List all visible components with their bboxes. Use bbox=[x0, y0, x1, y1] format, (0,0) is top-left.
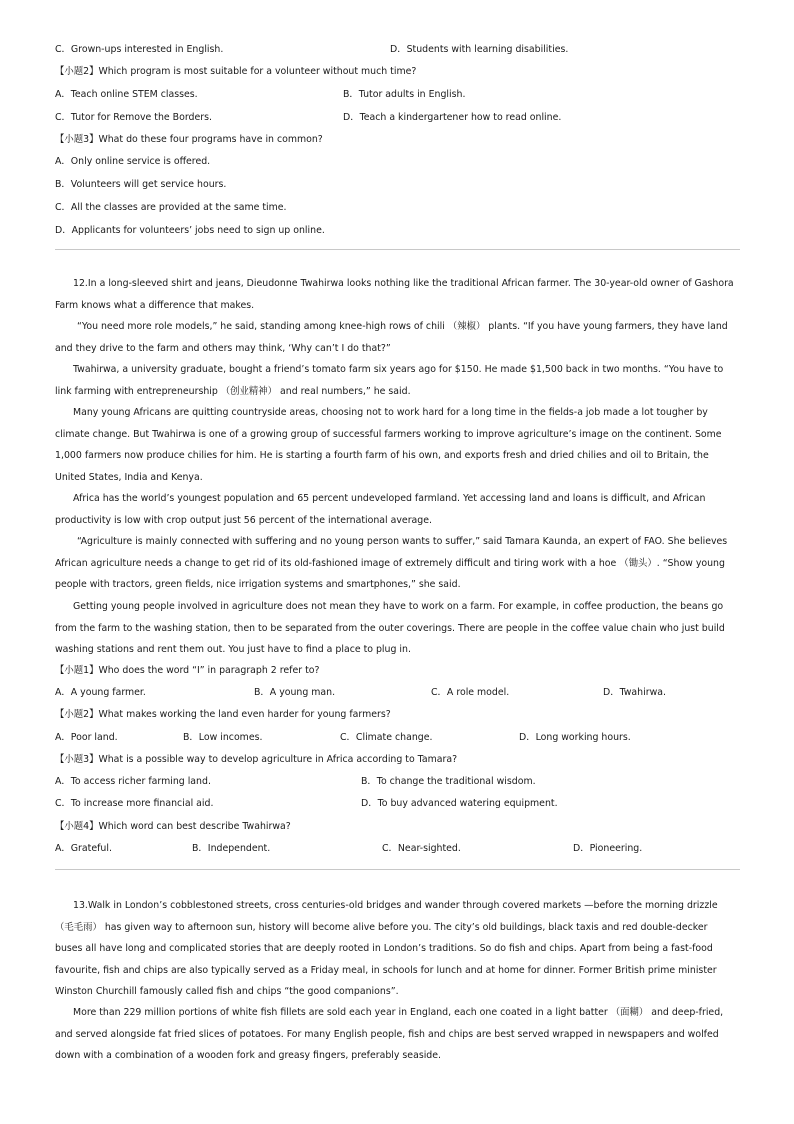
option-a: A．Only online service is offered. bbox=[55, 156, 211, 167]
option-b: B．Independent. bbox=[192, 843, 271, 854]
option-a: A．To access richer farming land. bbox=[55, 776, 211, 787]
passage-12-paragraph-1: 12.In a long-sleeved shirt and jeans, Dieudonne Twahirwa looks nothing like the traditional African farmer. The 30-year-old owner of Gashora Farm knows what a difference that makes. bbox=[55, 278, 734, 311]
option-d: D．Pioneering. bbox=[573, 843, 643, 854]
option-c: C．A role model. bbox=[431, 687, 510, 698]
option-d: D．Teach a kindergartener how to read online. bbox=[343, 112, 562, 123]
option-b: B．A young man. bbox=[254, 687, 336, 698]
section-divider bbox=[55, 249, 740, 250]
section-divider bbox=[55, 869, 740, 870]
option-d: D．Applicants for volunteers’ jobs need to sign up online. bbox=[55, 225, 325, 236]
option-c: C．Climate change. bbox=[340, 732, 433, 743]
question-label: 【小题1】Who does the word “I” in paragraph 2 refer to? bbox=[55, 665, 320, 676]
option-d: D．To buy advanced watering equipment. bbox=[361, 798, 558, 809]
passage-13-paragraph-1: 13.Walk in London’s cobblestoned streets, cross centuries-old bridges and wander through covered markets —before the morning drizzle （毛毛雨） has given way to afternoon sun, history will become alive before you. The city’s old buildings, black taxis and red double-decker buses all have long and complicated stories that are deeply rooted in London’s traditions. So do fish and chips. Apart from being a fast-food favourite, fish and chips are also typically served as a Friday meal, in schools for lunch and at home for dinner. Former British prime minister Winston Churchill famously called fish and chips “the good companions”. bbox=[55, 900, 718, 998]
passage-12-paragraph-3: Twahirwa, a university graduate, bought a friend’s tomato farm six years ago for $150. He made $1,500 back in two months. “You have to link farming with entrepreneurship （创业精神） and real numbers,” he said. bbox=[55, 364, 724, 397]
passage-12-paragraph-2: “You need more role models,” he said, standing among knee-high rows of chili （辣椒） plants. “If you have young farmers, they have land and they drive to the farm and others may think, ‘Why can’t I do that?” bbox=[55, 321, 728, 354]
passage-12-paragraph-5: Africa has the world’s youngest population and 65 percent undeveloped farmland. Yet accessing land and loans is difficult, and African productivity is low with crop output just 56 percent of the international average. bbox=[55, 493, 706, 526]
option-a: A．Grateful. bbox=[55, 843, 112, 854]
question-label: 【小题2】What makes working the land even harder for young farmers? bbox=[55, 709, 391, 720]
passage-12-paragraph-7: Getting young people involved in agriculture does not mean they have to work on a farm. For example, in coffee production, the beans go from the farm to the washing station, then to be separated from the outer coverings. There are people in the coffee value chain who just build washing stations and rent them out. You just have to find a place to plug in. bbox=[55, 601, 725, 656]
option-a: A．Poor land. bbox=[55, 732, 118, 743]
passage-12-paragraph-4: Many young Africans are quitting countryside areas, choosing not to work hard for a long time in the fields-a job made a lot tougher by climate change. But Twahirwa is one of a growing group of successful farmers working to improve agriculture’s image on the continent. Some 1,000 farmers now produce chilies for him. He is starting a fourth farm of his own, and exports fresh and dried chilies and oil to Britain, the United States, India and Kenya. bbox=[55, 407, 722, 483]
option-c: C．Grown-ups interested in English. bbox=[55, 44, 224, 55]
option-c: C．Near-sighted. bbox=[382, 843, 461, 854]
option-b: B．To change the traditional wisdom. bbox=[361, 776, 536, 787]
passage-13-paragraph-2: More than 229 million portions of white fish fillets are sold each year in England, each one coated in a light batter （面糊） and deep-fried, and served alongside fat fried slices of potatoes. For many English people, fish and chips are best served wrapped in newspapers and wolfed down with a combination of a wooden fork and greasy fingers, preferably seaside. bbox=[55, 1007, 724, 1062]
option-d: D．Twahirwa. bbox=[603, 687, 666, 698]
option-a: A．A young farmer. bbox=[55, 687, 146, 698]
option-d: D．Long working hours. bbox=[519, 732, 631, 743]
option-c: C．All the classes are provided at the same time. bbox=[55, 202, 287, 213]
option-b: B．Low incomes. bbox=[183, 732, 263, 743]
question-label: 【小题4】Which word can best describe Twahirwa? bbox=[55, 821, 291, 832]
passage-12-paragraph-6: “Agriculture is mainly connected with suffering and no young person wants to suffer,” said Tamara Kaunda, an expert of FAO. She believes African agriculture needs a change to get rid of its old-fashioned image of extremely difficult and tiring work with a hoe （锄头）. “Show young people with tractors, green fields, nice irrigation systems and smartphones,” she said. bbox=[55, 536, 728, 591]
option-c: C．To increase more financial aid. bbox=[55, 798, 214, 809]
option-a: A．Teach online STEM classes. bbox=[55, 89, 198, 100]
option-d: D．Students with learning disabilities. bbox=[390, 44, 569, 55]
option-b: B．Tutor adults in English. bbox=[343, 89, 466, 100]
question-label: 【小题3】What do these four programs have in common? bbox=[55, 134, 323, 145]
question-label: 【小题2】Which program is most suitable for a volunteer without much time? bbox=[55, 66, 417, 77]
option-c: C．Tutor for Remove the Borders. bbox=[55, 112, 212, 123]
option-b: B．Volunteers will get service hours. bbox=[55, 179, 227, 190]
question-label: 【小题3】What is a possible way to develop agriculture in Africa according to Tamara? bbox=[55, 754, 458, 765]
